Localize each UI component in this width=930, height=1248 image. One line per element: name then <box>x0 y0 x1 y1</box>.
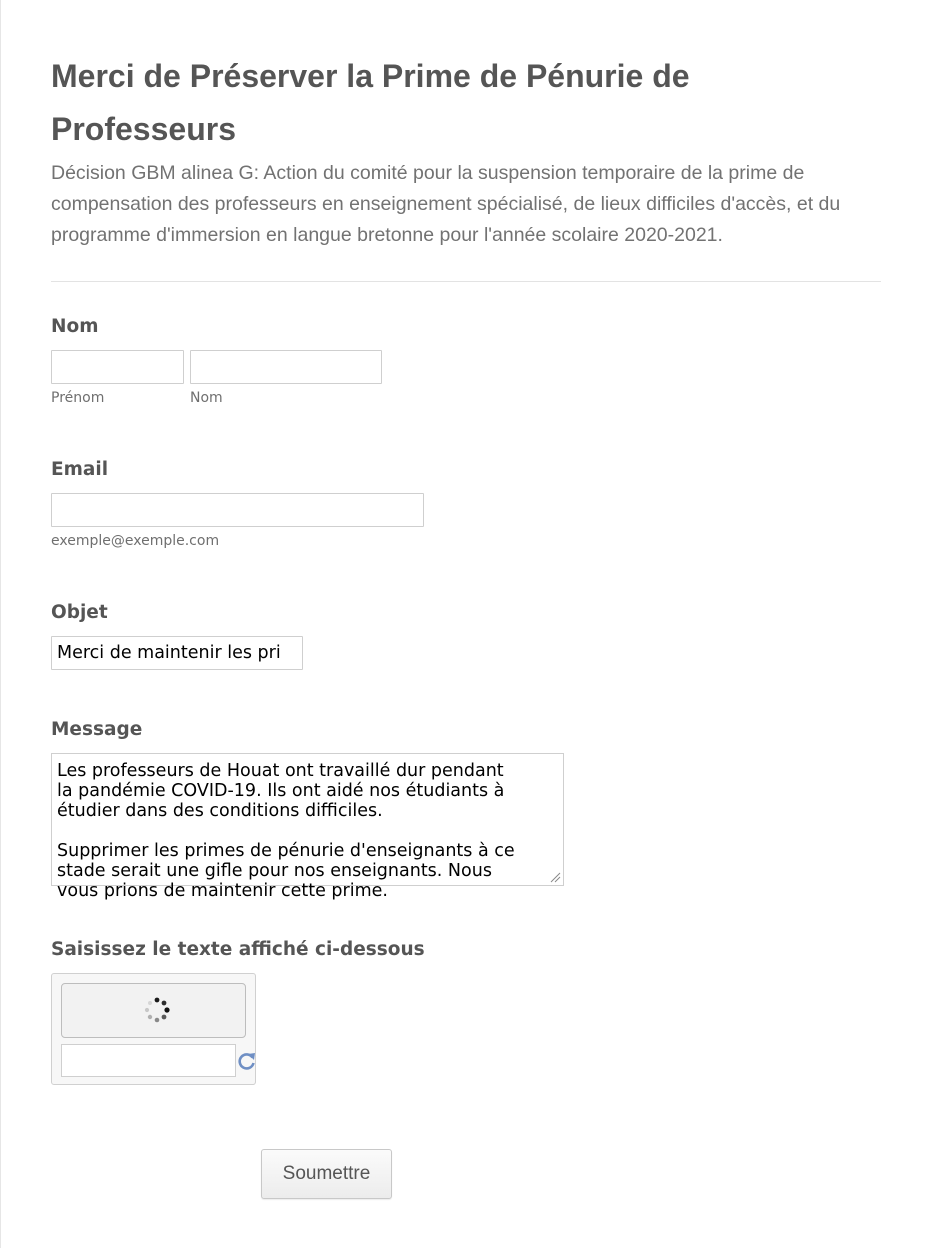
refresh-icon[interactable] <box>237 1050 257 1072</box>
captcha-widget <box>51 973 256 1085</box>
captcha-image <box>61 983 246 1038</box>
first-name-input[interactable] <box>51 350 184 384</box>
last-name-sublabel: Nom <box>190 390 223 406</box>
subject-input[interactable]: Merci de maintenir les pri <box>51 636 303 670</box>
message-label: Message <box>51 719 143 740</box>
name-label: Nom <box>51 316 99 337</box>
captcha-input[interactable] <box>61 1044 236 1077</box>
message-textarea[interactable] <box>51 753 564 901</box>
form-subtitle: Décision GBM alinea G: Action du comité pour la suspension temporaire de la prime de compensation des professeurs en enseignement spécialisé, de lieux difficiles d'accès, et du programme d'immersion en langue bretonne pour l'année scolaire 2020-2021. <box>51 162 841 246</box>
email-sublabel: exemple@exemple.com <box>51 533 220 549</box>
last-name-input[interactable] <box>190 350 382 384</box>
captcha-label: Saisissez le texte affiché ci-dessous <box>51 939 425 960</box>
email-label: Email <box>51 459 109 480</box>
subject-label: Objet <box>51 602 108 623</box>
form-title: Merci de Préserver la Prime de Pénurie de Professeurs <box>51 58 690 147</box>
message-text: Les professeurs de Houat ont travaillé dur pendant la pandémie COVID-19. Ils ont aidé nos étudiants à étudier dans des conditions difficiles. Supprimer les primes de pénurie d'enseignants à ce stade serait une gifle pour nos enseignants. Nous vous prions de maintenir cette prime. <box>57 761 515 901</box>
resize-handle-icon[interactable] <box>550 872 561 883</box>
header-divider <box>51 281 881 282</box>
first-name-sublabel: Prénom <box>51 390 105 406</box>
loading-spinner-icon <box>141 994 173 1026</box>
submit-button[interactable]: Soumettre <box>261 1149 392 1199</box>
email-input[interactable] <box>51 493 424 527</box>
